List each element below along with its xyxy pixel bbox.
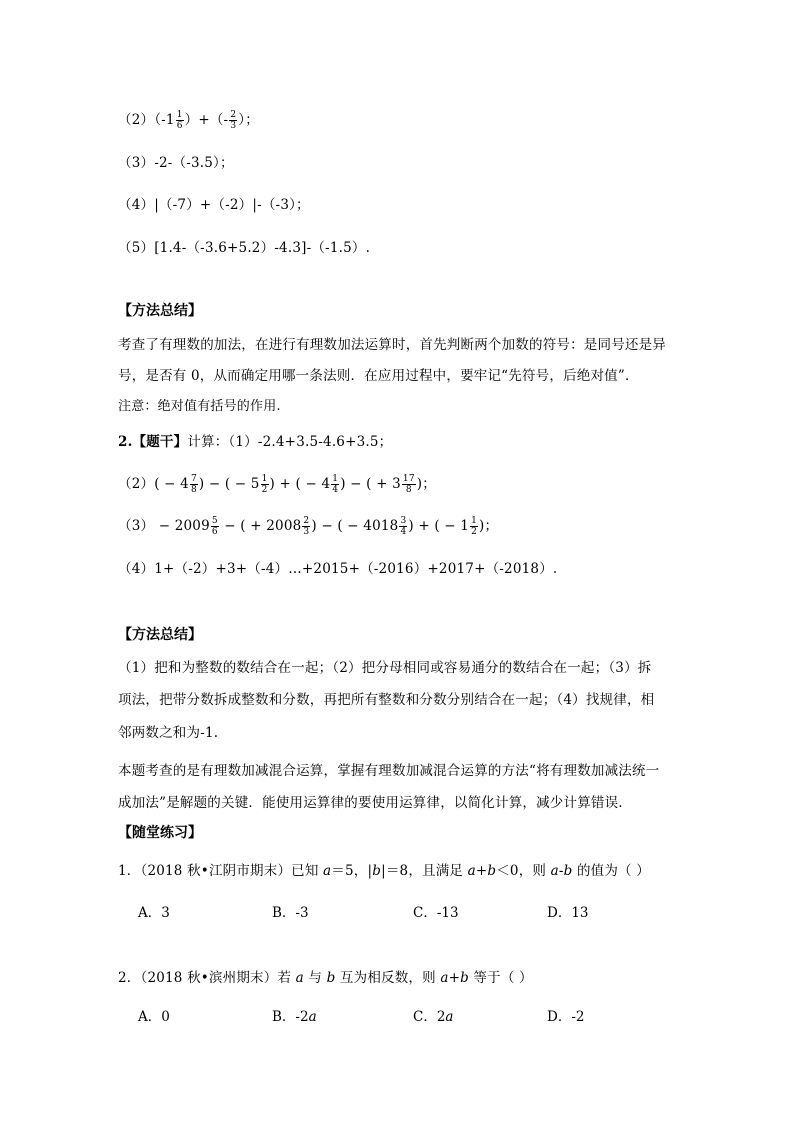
- fraction: [399, 516, 407, 537]
- denominator: 4: [400, 527, 407, 537]
- problem-tag: 【题干】: [132, 434, 188, 450]
- option-text: C．2: [413, 1009, 446, 1025]
- variable-b: b: [372, 863, 382, 879]
- expression: a-b: [550, 863, 573, 879]
- expr-term: − ( + 2008: [219, 518, 302, 534]
- method-summary-heading: 【方法总结】: [118, 627, 202, 643]
- practice-heading: 【随堂练习】: [118, 825, 202, 841]
- denominator: 3: [303, 527, 310, 537]
- denominator: 6: [176, 121, 183, 131]
- part-label: （3）: [118, 518, 155, 534]
- fraction: [470, 516, 478, 537]
- denominator: 4: [332, 485, 339, 495]
- numerator: 17: [402, 474, 415, 484]
- question-text: 互为相反数，则: [335, 970, 441, 986]
- method-summary-heading: 【方法总结】: [118, 303, 202, 319]
- summary-line: 项法，把带分数拆成整数和分数，再把所有整数和分数分别结合在一起；（4）找规律，相: [118, 692, 655, 708]
- question-text: ＜0，则: [496, 863, 551, 879]
- part-label: （2）: [118, 476, 155, 492]
- expr-end: )；: [416, 476, 436, 492]
- numerator: 1: [332, 474, 339, 484]
- numerator: 7: [190, 474, 197, 484]
- question-suffix: 等于（ ）: [468, 970, 533, 986]
- fraction: [229, 110, 237, 131]
- exercise-2-end: ）；: [238, 112, 259, 128]
- variable-a: a: [323, 863, 332, 879]
- numerator: 1: [471, 516, 478, 526]
- fraction: [402, 474, 416, 495]
- fraction: [302, 516, 310, 537]
- problem-2-part-3: [118, 514, 498, 537]
- option-c[interactable]: C．-13: [413, 905, 459, 921]
- summary-line: 成加法”是解题的关键．能使用运算律的要使用运算律，以简化计算，减少计算错误.: [118, 795, 623, 811]
- summary-line: 号，是否有 0，从而确定用哪一条法则．在应用过程中，要牢记“先符号，后绝对值”．: [118, 368, 639, 384]
- practice-question-1: [118, 859, 650, 879]
- expr-term: ) + ( − 4: [269, 476, 331, 492]
- summary-line: 注意：绝对值有括号的作用.: [118, 399, 281, 414]
- expr-term: ) + ( − 1: [408, 518, 470, 534]
- numerator: 2: [230, 110, 237, 120]
- denominator: 8: [190, 485, 197, 495]
- variable-a: a: [445, 1009, 454, 1025]
- option-c[interactable]: [413, 1005, 453, 1025]
- problem-number: 2.: [118, 434, 133, 450]
- numerator: 1: [176, 110, 183, 120]
- option-b[interactable]: [272, 1005, 317, 1025]
- question-prefix: 1．（2018 秋•江阴市期末）已知: [118, 863, 324, 879]
- option-b[interactable]: B．-3: [272, 905, 309, 921]
- expr-end: )；: [479, 518, 499, 534]
- numerator: 3: [400, 516, 407, 526]
- exercise-4: （4）|（-7）+（-2）|-（-3）；: [118, 197, 310, 213]
- problem-2-intro: [118, 430, 392, 450]
- fraction: [176, 110, 184, 131]
- numerator: 2: [303, 516, 310, 526]
- denominator: 2: [261, 485, 268, 495]
- summary-line: 考查了有理数的加法，在进行有理数加法运算时，首先判断两个加数的符号：是同号还是异: [118, 337, 666, 353]
- expr-term: ) − ( − 5: [198, 476, 260, 492]
- question-suffix: 的值为（ ）: [572, 863, 650, 879]
- option-a[interactable]: A．3: [138, 905, 170, 921]
- problem-2-part-4: （4）1+（-2）+3+（-4）…+2015+（-2016）+2017+（-2018）.: [118, 561, 558, 577]
- exercise-2: [118, 108, 259, 131]
- exercise-2-mid: ）+（-: [184, 112, 229, 128]
- option-d[interactable]: D．13: [547, 905, 589, 921]
- exercise-2-text: （2）（-1: [118, 112, 175, 128]
- expr-term: ) − ( − 4018: [311, 518, 399, 534]
- expression: a+b: [467, 863, 497, 879]
- fraction: [190, 474, 198, 495]
- practice-question-2: [118, 966, 533, 986]
- numerator: 5: [211, 516, 218, 526]
- option-text: B．-2: [272, 1009, 309, 1025]
- fraction: [261, 474, 269, 495]
- question-text: ＝5，|: [331, 863, 373, 879]
- question-text: |＝8，且满足: [381, 863, 468, 879]
- expression: a+b: [440, 970, 469, 986]
- summary-line: 本题考查的是有理数加减混合运算，掌握有理数加减混合运算的方法“将有理数加减法统一: [118, 763, 660, 779]
- variable-a: a: [295, 970, 304, 986]
- problem-intro-text: 计算：（1）-2.4+3.5-4.6+3.5；: [187, 434, 393, 450]
- expr-term: ) − ( + 3: [340, 476, 401, 492]
- variable-b: b: [326, 970, 336, 986]
- fraction: [211, 516, 219, 537]
- exercise-5: （5）[1.4-（-3.6+5.2）-4.3]-（-1.5）.: [118, 240, 371, 256]
- exercise-3: （3）-2-（-3.5）；: [118, 155, 234, 171]
- expr-term: − 2009: [154, 518, 210, 534]
- denominator: 8: [405, 485, 412, 495]
- summary-line: （1）把和为整数的数结合在一起；（2）把分母相同或容易通分的数结合在一起；（3）拆: [118, 660, 652, 676]
- denominator: 3: [230, 121, 237, 131]
- question-prefix: 2．（2018 秋•滨州期末）若: [118, 970, 296, 986]
- summary-line: 邻两数之和为-1.: [118, 725, 219, 741]
- variable-a: a: [308, 1009, 317, 1025]
- question-text: 与: [303, 970, 327, 986]
- denominator: 2: [471, 527, 478, 537]
- denominator: 6: [211, 527, 218, 537]
- problem-2-part-2: [118, 472, 436, 495]
- numerator: 1: [261, 474, 268, 484]
- expr-term: ( − 4: [154, 476, 189, 492]
- fraction: [331, 474, 339, 495]
- option-d[interactable]: D．-2: [547, 1009, 585, 1025]
- option-a[interactable]: A．0: [138, 1009, 170, 1025]
